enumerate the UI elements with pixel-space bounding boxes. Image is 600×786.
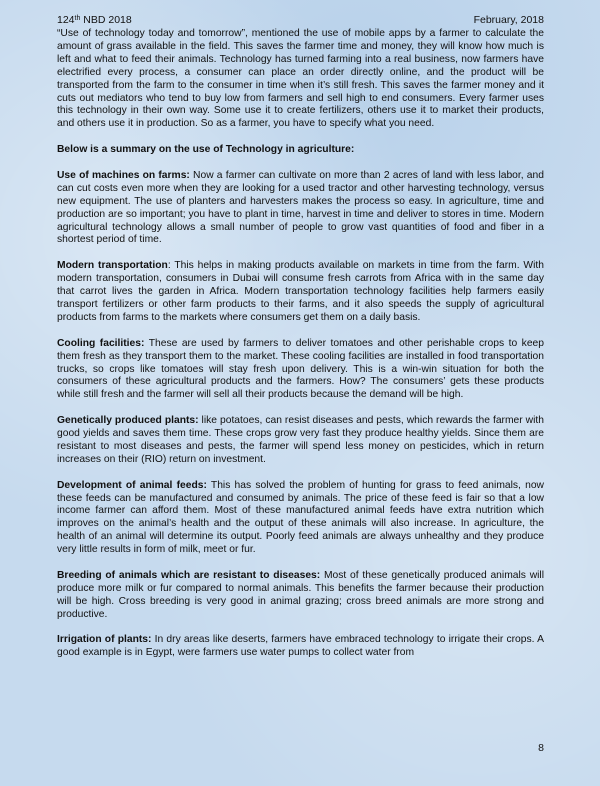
paragraph-irrigation: Irrigation of plants: In dry areas like deserts, farmers have embraced technology to irrigate their crops. A good example is in Egypt, were farmers use water pumps to collect water from xyxy=(57,634,544,659)
page-number: 8 xyxy=(538,742,544,754)
paragraph-cooling: Cooling facilities: These are used by farmers to deliver tomatoes and other perishable crops to keep them fresh as they transport them to the market. These cooling facilities are installed in food transportation trucks, so crops like tomatoes will stay fresh upon delivery. This is a win-win situation for both the consumers of these agricultural products and the farmers. How? The consumers’ gets these products while still fresh and the farmer will sell all their products because the demand will be high. xyxy=(57,337,544,401)
body-text xyxy=(57,28,544,660)
page-header xyxy=(57,14,544,28)
paragraph-animal-feeds: Development of animal feeds: This has solved the problem of hunting for grass to feed animals, now these feeds can be manufactured and consumed by animals. The price of these feed is fair so that a low income farmer can afford them. Most of these manufactured animal feeds have extra nutrition which improves on the animal’s health and the output of these animals will also increase. In agriculture, the health of an animal will determine its output. Poorly feed animals are always unhealthy and they produce very little results in form of milk, meet or fur. xyxy=(57,479,544,556)
paragraph-machines: Use of machines on farms: Now a farmer can cultivate on more than 2 acres of land with less labor, and can cut costs even more when they are looking for a used tractor and other harvesting technology, versus new equipment. The use of planters and harvesters makes the process so easy. In agriculture, time and production are so important; you have to plant in time, harvest in time and deliver to stores in time. Modern agricultural technology allows a small number of people to grow vast quantities of food and fiber in a shortest period of time. xyxy=(57,169,544,246)
paragraph-intro: “Use of technology today and tomorrow”, mentioned the use of mobile apps by a farmer to calculate the amount of grass available in the field. This saves the farmer time and money, they will know how much is left and what to feed their animals. Technology has turned farming into a real business, now farmers have electrified every process, a consumer can place an order directly online, and the product will be transported from the farm to the consumer in time when it’s still fresh. This saves the farmer money and it cuts out mediators who tend to buy low from farmers and sell high to end consumers. Every farmer uses this technology in their own way. Some use it to create fertilizers, others use it to market their products, and others use it in production. So as a farmer, you have to specify what you need. xyxy=(57,28,544,130)
paragraph-breeding: Breeding of animals which are resistant to diseases: Most of these genetically produced animals will produce more milk or fur compared to normal animals. This benefits the farmer because their production will be high. Cross breeding is very good in animal grazing; cross breed animals are more strong and productive. xyxy=(57,569,544,620)
paragraph-genetic-plants: Genetically produced plants: like potatoes, can resist diseases and pests, which rewards the farmer with good yields and saves them time. These crops grow very fast they produce healthy yields. Since them are resistant to most diseases and pests, the farmer will spend less money on pesticides, which in return increases on their (RIO) return on investment. xyxy=(57,415,544,465)
paragraph-transportation: Modern transportation: This helps in making products available on markets in time from the farm. With modern transportation, consumers in Dubai will consume fresh carrots from Africa with in the same day that carrot lives the garden in Africa. Modern transportation technology facilities help farmers easily transport fertilizers or other farm products to their farms, and it also speeds the supply of agricultural products from farms to the markets where consumers get them on a daily basis. xyxy=(57,260,544,323)
header-date: February, 2018 xyxy=(473,14,544,26)
header-left: 124th NBD 2018 xyxy=(57,14,132,26)
paragraph-summary-heading: Below is a summary on the use of Technology in agriculture: xyxy=(57,144,355,156)
